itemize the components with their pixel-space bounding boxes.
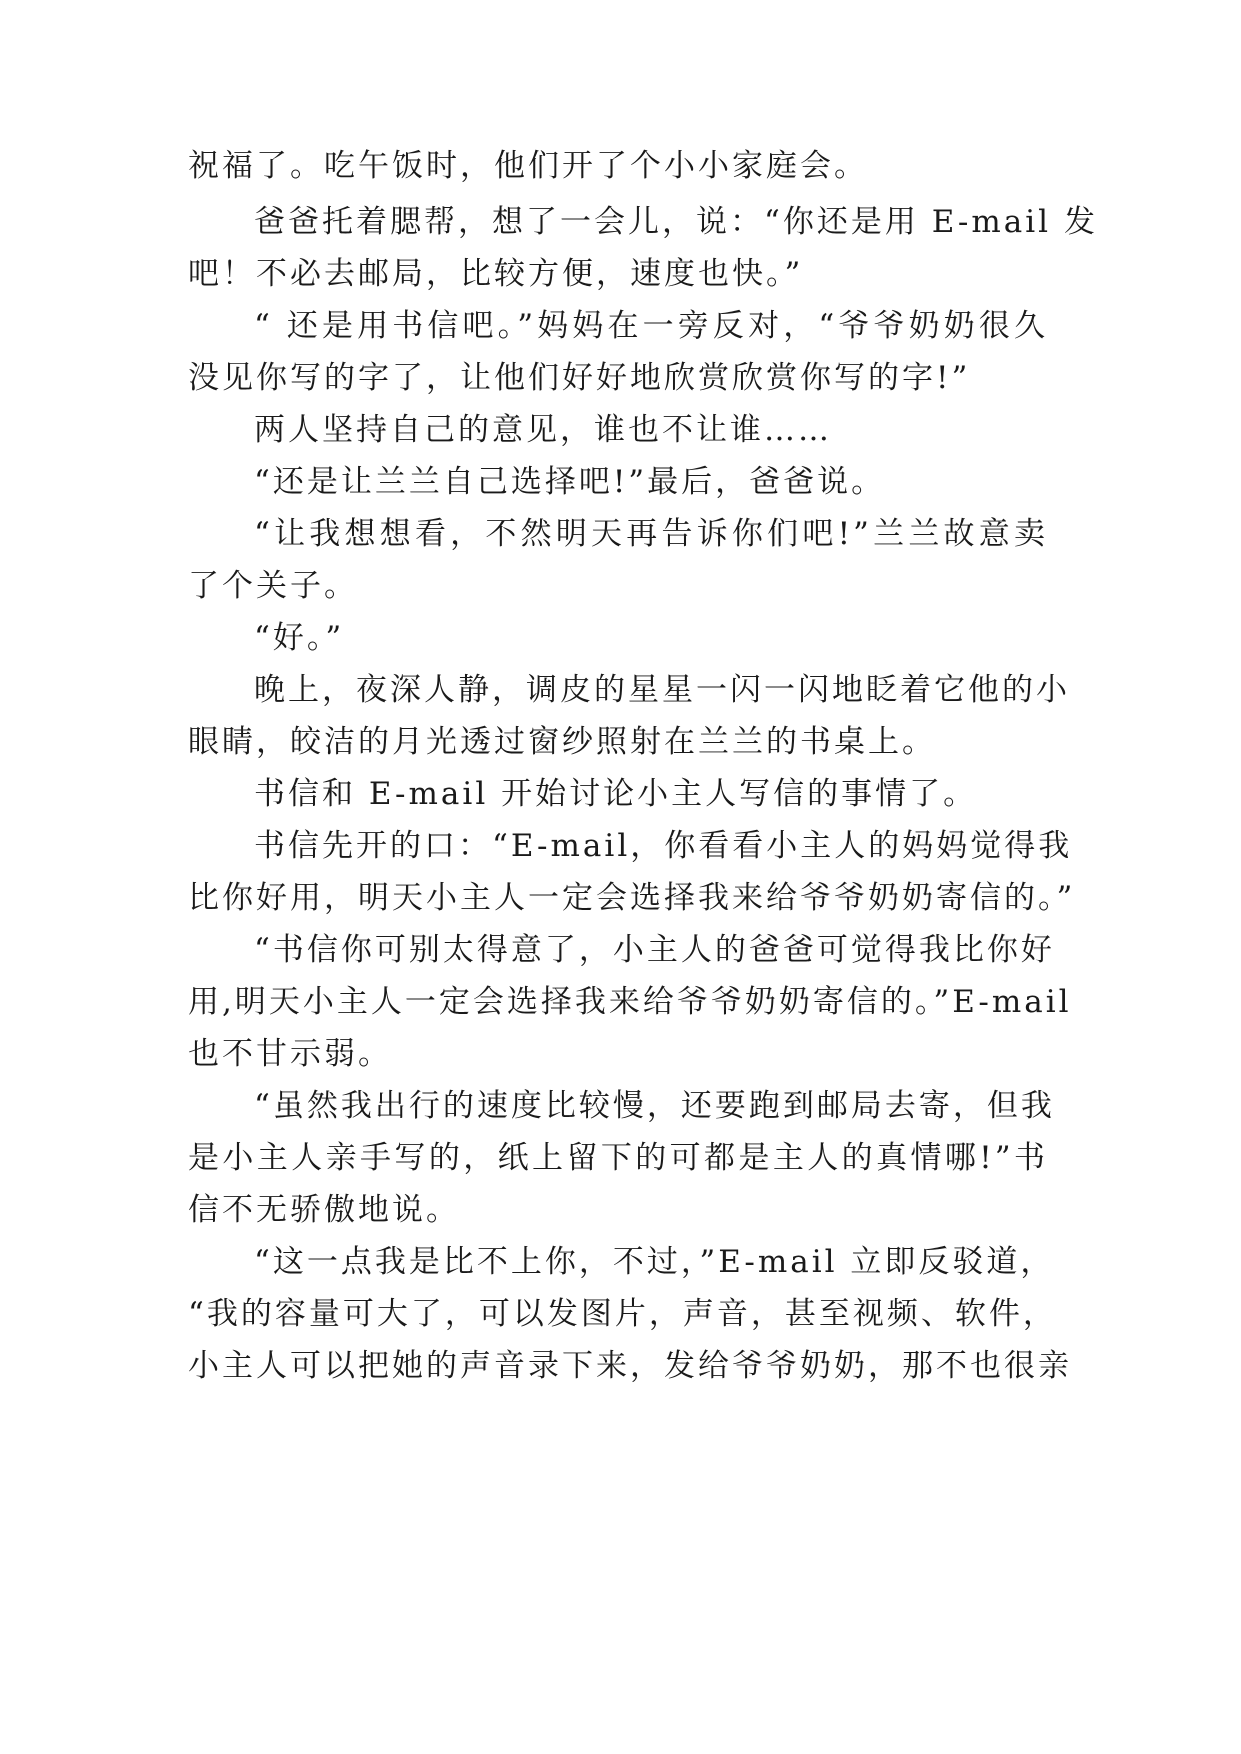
text-line: “好。” <box>254 620 345 656</box>
text-line: 两人坚持自己的意见，谁也不让谁…… <box>254 412 832 448</box>
text-line: 吧！不必去邮局，比较方便，速度也快。” <box>188 256 804 292</box>
text-line: 也不甘示弱。 <box>188 1036 392 1072</box>
text-line: “虽然我出行的速度比较慢，还要跑到邮局去寄，但我 <box>254 1088 1055 1124</box>
text-line: 了个关子。 <box>188 568 358 604</box>
text-line: 是小主人亲手写的，纸上留下的可都是主人的真情哪!”书 <box>188 1140 1048 1176</box>
text-line: 眼睛，皎洁的月光透过窗纱照射在兰兰的书桌上。 <box>188 724 936 760</box>
text-line: 比你好用，明天小主人一定会选择我来给爷爷奶奶寄信的。” <box>188 880 1076 916</box>
text-line: 书信和 E-mail 开始讨论小主人写信的事情了。 <box>254 776 978 812</box>
text-line: 信不无骄傲地说。 <box>188 1192 460 1228</box>
text-line: 书信先开的口：“E-mail，你看看小主人的妈妈觉得我 <box>254 828 1073 864</box>
text-line: 爸爸托着腮帮，想了一会儿，说：“你还是用 E-mail 发 <box>254 204 1098 240</box>
text-line: 祝福了。吃午饭时，他们开了个小小家庭会。 <box>188 148 868 184</box>
text-line: “我的容量可大了，可以发图片，声音，甚至视频、软件， <box>188 1296 1057 1332</box>
text-line: 晚上，夜深人静，调皮的星星一闪一闪地眨着它他的小 <box>254 672 1070 708</box>
text-line: 没见你写的字了，让他们好好地欣赏欣赏你写的字!” <box>188 360 971 396</box>
text-line: “还是让兰兰自己选择吧!”最后，爸爸说。 <box>254 464 886 500</box>
text-line: “ 还是用书信吧。”妈妈在一旁反对，“爷爷奶奶很久 <box>254 308 1048 344</box>
text-line: “让我想想看，不然明天再告诉你们吧!”兰兰故意卖 <box>254 516 1048 552</box>
text-line: “书信你可别太得意了，小主人的爸爸可觉得我比你好 <box>254 932 1055 968</box>
text-line: 用,明天小主人一定会选择我来给爷爷奶奶寄信的。”E-mail <box>188 984 1072 1020</box>
text-line: “这一点我是比不上你，不过，”E-mail 立即反驳道， <box>254 1244 1055 1280</box>
text-line: 小主人可以把她的声音录下来，发给爷爷奶奶，那不也很亲 <box>188 1348 1072 1384</box>
